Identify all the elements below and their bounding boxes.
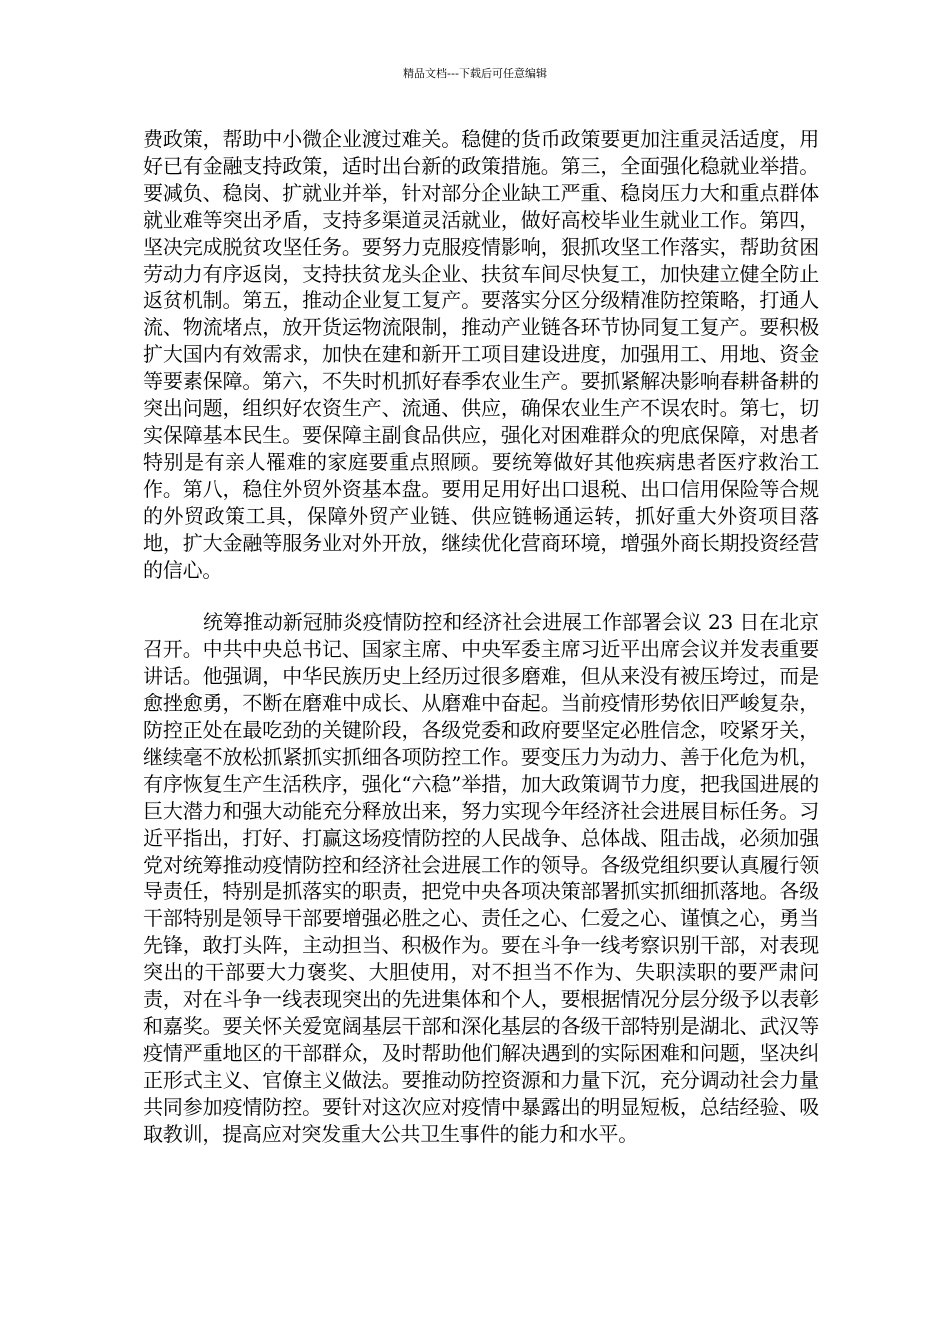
page-header: 精品文档---下载后可任意编辑 [403,67,547,80]
paragraph-2: 统筹推动新冠肺炎疫情防控和经济社会进展工作部署会议 23 日在北京召开。中共中央总书记、国家主席、中央军委主席习近平出席会议并发表重要讲话。他强调，中华民族历史上经历过很多磨难，但从来没有被压垮过，而是愈挫愈勇，不断在磨难中成长、从磨难中奋起。当前疫情形势依旧严峻复杂，防控正处在最吃劲的关键阶段，各级党委和政府要坚定必胜信念，咬紧牙关，继续毫不放松抓紧抓实抓细各项防控工作。要变压力为动力、善于化危为机，有序恢复生产生活秩序，强化“六稳”举措，加大政策调节力度，把我国进展的巨大潜力和强大动能充分释放出来，努力实现今年经济社会进展目标任务。习近平指出，打好、打赢这场疫情防控的人民战争、总体战、阻击战，必须加强党对统筹推动疫情防控和经济社会进展工作的领导。各级党组织要认真履行领导责任，特别是抓落实的职责，把党中央各项决策部署抓实抓细抓落地。各级干部特别是领导干部要增强必胜之心、责任之心、仁爱之心、谨慎之心，勇当先锋，敢打头阵，主动担当、积极作为。要在斗争一线考察识别干部，对表现突出的干部要大力褒奖、大胆使用，对不担当不作为、失职渎职的要严肃问责，对在斗争一线表现突出的先进集体和个人，要根据情况分层分级予以表彰和嘉奖。要关怀关爱宽阔基层干部和深化基层的各级干部特别是湖北、武汉等疫情严重地区的干部群众，及时帮助他们解决遇到的实际困难和问题，坚决纠正形式主义、官僚主义做法。要推动防控资源和力量下沉，充分调动社会力量共同参加疫情防控。要针对这次应对疫情中暴露出的明显短板，总结经验、吸取教训，提高应对突发重大公共卫生事件的能力和水平。 [143,610,819,1146]
paragraph-1: 费政策，帮助中小微企业渡过难关。稳健的货币政策要更加注重灵活适度，用好已有金融支持政策，适时出台新的政策措施。第三，全面强化稳就业举措。要减负、稳岗、扩就业并举，针对部分企业缺工严重、稳岗压力大和重点群体就业难等突出矛盾，支持多渠道灵活就业，做好高校毕业生就业工作。第四，坚决完成脱贫攻坚任务。要努力克服疫情影响，狠抓攻坚工作落实，帮助贫困劳动力有序返岗，支持扶贫龙头企业、扶贫车间尽快复工，加快建立健全防止返贫机制。第五，推动企业复工复产。要落实分区分级精准防控策略，打通人流、物流堵点，放开货运物流限制，推动产业链各环节协同复工复产。要积极扩大国内有效需求，加快在建和新开工项目建设进度，加强用工、用地、资金等要素保障。第六，不失时机抓好春季农业生产。要抓紧解决影响春耕备耕的突出问题，组织好农资生产、流通、供应，确保农业生产不误农时。第七，切实保障基本民生。要保障主副食品供应，强化对困难群众的兜底保障，对患者特别是有亲人罹难的家庭要重点照顾。要统筹做好其他疾病患者医疗救治工作。第八，稳住外贸外资基本盘。要用足用好出口退税、出口信用保险等合规的外贸政策工具，保障外贸产业链、供应链畅通运转，抓好重大外资项目落地，扩大金融等服务业对外开放，继续优化营商环境，增强外商长期投资经营的信心。 [143,127,819,582]
document-body [143,126,819,1148]
